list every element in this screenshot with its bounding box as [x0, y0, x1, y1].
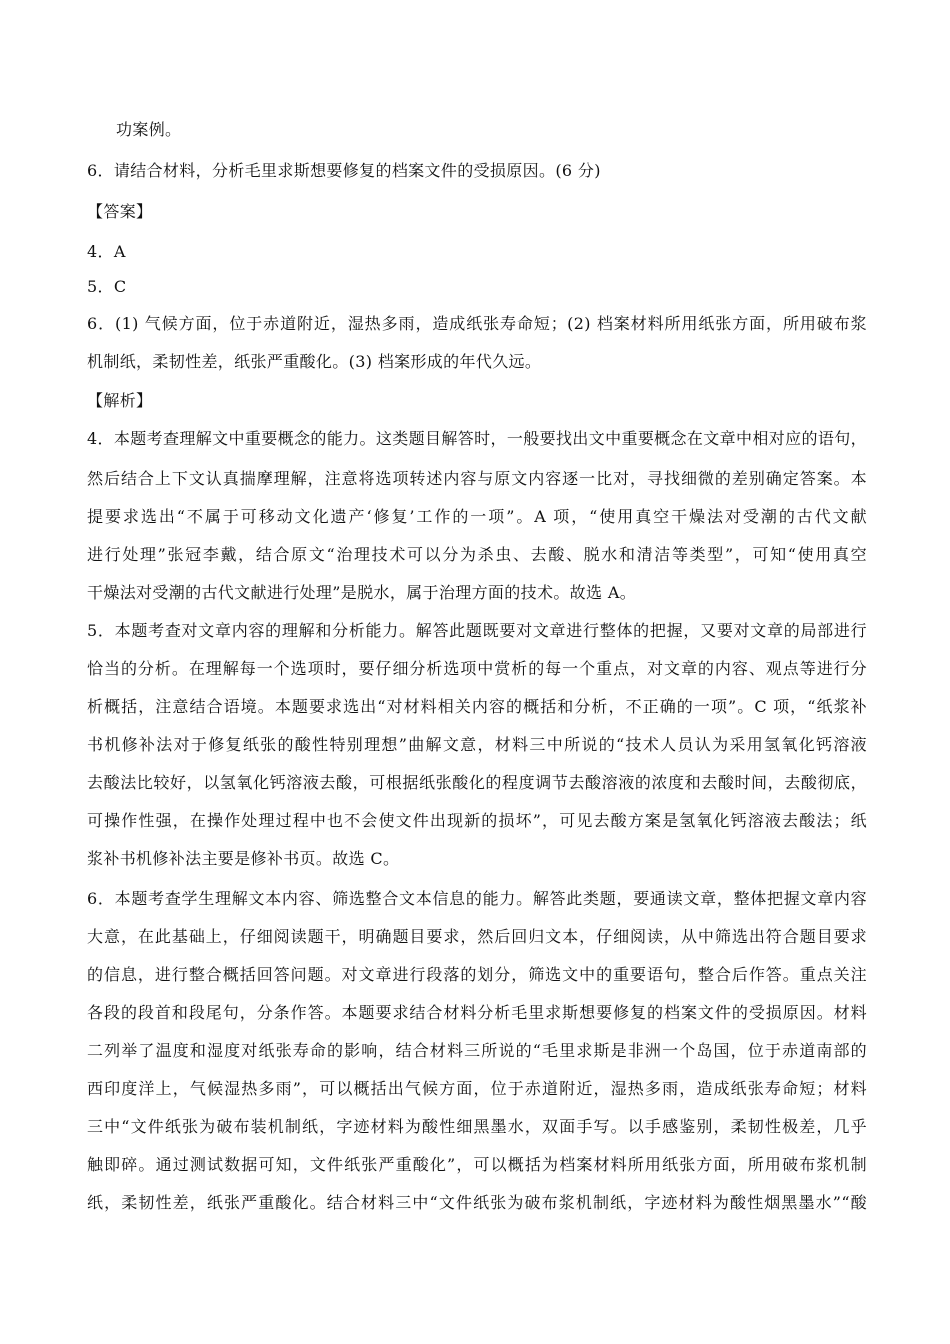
- analysis-4-line: 然后结合上下文认真揣摩理解，注意将选项转述内容与原文内容逐一比对，寻找细微的差别确定答案。本: [87, 469, 867, 488]
- analysis-6-line: 纸，柔韧性差，纸张严重酸化。结合材料三中“文件纸张为破布浆机制纸，字迹材料为酸性烟黑墨水”“酸: [87, 1193, 867, 1212]
- analysis-heading: 【解析】: [87, 391, 153, 410]
- analysis-6-line: 二列举了温度和湿度对纸张寿命的影响，结合材料三所说的“毛里求斯是非洲一个岛国，位于赤道南部的: [87, 1041, 867, 1060]
- analysis-6-line: 6．本题考查学生理解文本内容、筛选整合文本信息的能力。解答此类题，要通读文章，整体把握文章内容: [87, 889, 867, 908]
- answer-6-line: 6．(1) 气候方面，位于赤道附近，湿热多雨，造成纸张寿命短；(2) 档案材料所用纸张方面，所用破布浆: [87, 314, 867, 333]
- answer-6-line: 机制纸，柔韧性差，纸张严重酸化。(3) 档案形成的年代久远。: [87, 352, 542, 371]
- analysis-5-line: 恰当的分析。在理解每一个选项时，要仔细分析选项中赏析的每一个重点，对文章的内容、观点等进行分: [87, 659, 867, 678]
- analysis-4-line: 进行处理”张冠李戴，结合原文“治理技术可以分为杀虫、去酸、脱水和清洁等类型”，可知“使用真空: [87, 545, 867, 564]
- analysis-5-line: 浆补书机修补法主要是修补书页。故选 C。: [87, 849, 400, 868]
- analysis-5-line: 去酸法比较好，以氢氧化钙溶液去酸，可根据纸张酸化的程度调节去酸溶液的浓度和去酸时间，去酸彻底，: [87, 773, 867, 792]
- analysis-6-line: 三中“文件纸张为破布装机制纸，字迹材料为酸性细黑墨水，双面手写。以手感鉴别，柔韧性极差，几乎: [87, 1117, 867, 1136]
- analysis-4-line: 4．本题考查理解文中重要概念的能力。这类题目解答时，一般要找出文中重要概念在文章中相对应的语句，: [87, 429, 867, 448]
- analysis-6-line: 触即碎。通过测试数据可知，文件纸张严重酸化”，可以概括为档案材料所用纸张方面，所用破布浆机制: [87, 1155, 867, 1174]
- analysis-5-line: 5．本题考查对文章内容的理解和分析能力。解答此题既要对文章进行整体的把握，又要对文章的局部进行: [87, 621, 867, 640]
- analysis-6-line: 的信息，进行整合概括回答问题。对文章进行段落的划分，筛选文中的重要语句，整合后作答。重点关注: [87, 965, 867, 984]
- analysis-6-line: 大意，在此基础上，仔细阅读题干，明确题目要求，然后回归文本，仔细阅读，从中筛选出符合题目要求: [87, 927, 867, 946]
- analysis-4-line: 干燥法对受潮的古代文献进行处理”是脱水，属于治理方面的技术。故选 A。: [87, 583, 637, 602]
- question-6: 6．请结合材料，分析毛里求斯想要修复的档案文件的受损原因。(6 分): [87, 161, 601, 180]
- analysis-4-line: 提要求选出“不属于可移动文化遗产‘修复’工作的一项”。A 项，“使用真空干燥法对受潮的古代文献: [87, 507, 867, 526]
- analysis-5-line: 析概括，注意结合语境。本题要求选出“对材料相关内容的概括和分析，不正确的一项”。C 项，“纸浆补: [87, 697, 867, 716]
- analysis-6-line: 各段的段首和段尾句，分条作答。本题要求结合材料分析毛里求斯想要修复的档案文件的受损原因。材料: [87, 1003, 867, 1022]
- answer-4: 4．A: [87, 242, 126, 261]
- analysis-6-line: 西印度洋上，气候湿热多雨”，可以概括出气候方面，位于赤道附近，湿热多雨，造成纸张寿命短；材料: [87, 1079, 867, 1098]
- analysis-5-line: 可操作性强，在操作处理过程中也不会使文件出现新的损坏”，可见去酸方案是氢氧化钙溶液去酸法；纸: [87, 811, 867, 830]
- text-line: 功案例。: [116, 120, 182, 139]
- answer-heading: 【答案】: [87, 202, 153, 221]
- analysis-5-line: 书机修补法对于修复纸张的酸性特别理想”曲解文意，材料三中所说的“技术人员认为采用氢氧化钙溶液: [87, 735, 867, 754]
- answer-5: 5．C: [87, 277, 127, 296]
